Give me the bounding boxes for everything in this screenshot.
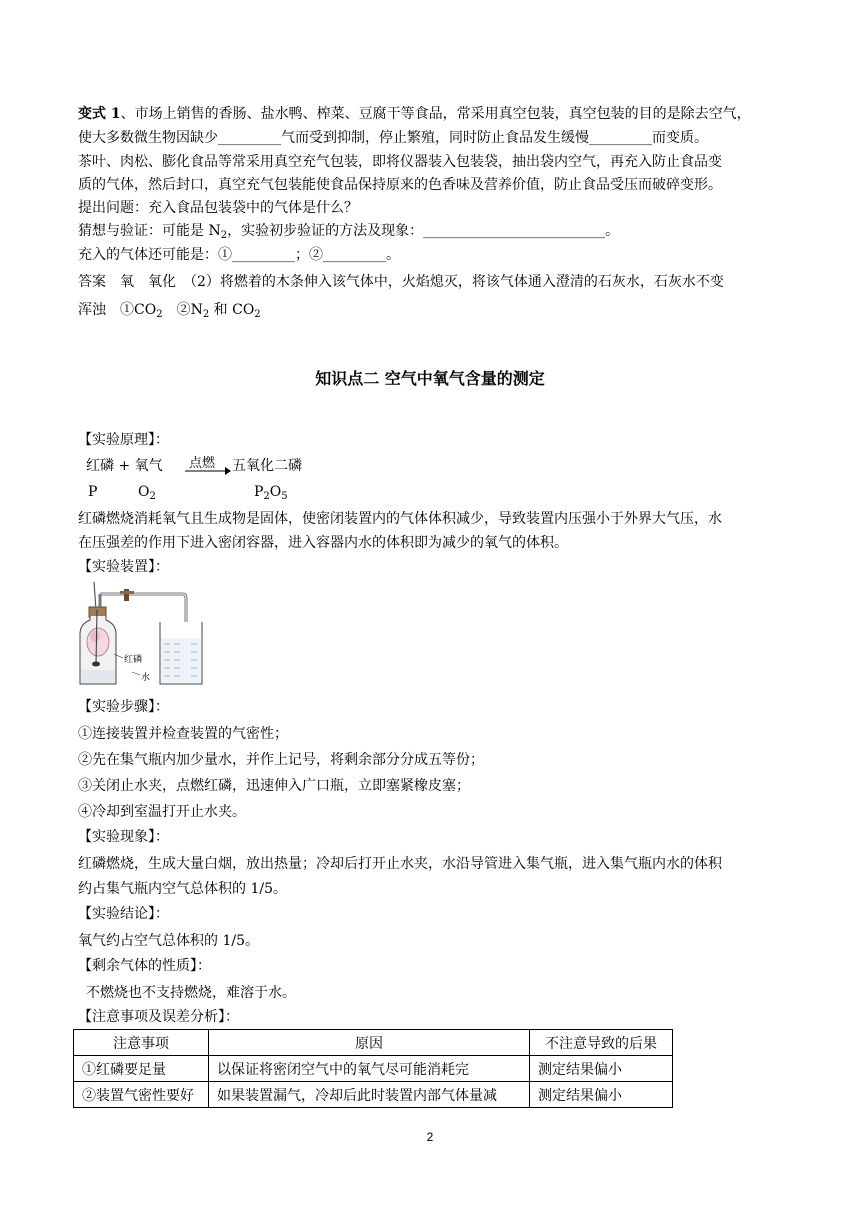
symbol-o2: $O_2$ <box>138 484 156 502</box>
table-header-row <box>74 1030 673 1056</box>
table-cell: 测定结果偏小 <box>530 1056 673 1082</box>
symbol-p2o5: $P_2O_5$ <box>254 484 288 502</box>
page-number: 2 <box>426 1130 434 1144</box>
table-row <box>74 1082 673 1108</box>
table-header-cell: 不注意导致的后果 <box>530 1030 673 1056</box>
question-line: 提出问题：充入食品包装袋中的气体是什么？ <box>78 200 358 216</box>
clamp-icon <box>124 589 129 601</box>
notes-table <box>73 1029 673 1108</box>
variant-line-2: 使大多数微生物因缺少_________气而受到抑制，停止繁殖，同时防止食品发生缓慢_________而变质。 <box>78 130 708 146</box>
steps-heading: 【实验步骤】： <box>78 699 169 715</box>
table-row <box>74 1056 673 1082</box>
remaining-text: 不燃烧也不支持燃烧，难溶于水。 <box>86 985 296 1001</box>
phenomenon-heading: 【实验现象】： <box>78 829 169 845</box>
table-cell: 如果装置漏气，冷却后此时装置内部气体量减 <box>209 1082 530 1108</box>
notes-heading: 【注意事项及误差分析】： <box>78 1009 239 1025</box>
table-cell: ①红磷要足量 <box>74 1056 209 1082</box>
label-phosphorus: 红磷 <box>124 655 143 665</box>
answer-line-2: 浑浊 $①CO_2$ $②N_2$ 和 $CO_2$ <box>78 302 261 320</box>
variant-line-4: 质的气体，然后封口，真空充气包装能使食品保持原来的色香味及营养价值，防止食品受压而破碎变形。 <box>78 177 722 193</box>
section-title: 知识点二 空气中氧气含量的测定 <box>315 369 545 388</box>
variant-line-3: 茶叶、肉松、膨化食品等常采用真空充气包装，即将仪器装入包装袋，抽出袋内空气，再充入防止食品变 <box>78 154 722 170</box>
stopper-icon <box>89 607 106 617</box>
equation-right: 五氧化二磷 <box>232 458 302 474</box>
reaction-condition: 点燃 <box>189 456 216 471</box>
remaining-heading: 【剩余气体的性质】： <box>78 958 211 974</box>
answer-line-1: 答案 氧 氧化 （2）将燃着的木条伸入该气体中，火焰熄灭，将该气体通入澄清的石灰水，石灰水不变 <box>78 274 724 290</box>
table-header-cell: 原因 <box>209 1030 530 1056</box>
table-cell: 以保证将密闭空气中的氧气尽可能消耗完 <box>209 1056 530 1082</box>
phenomenon-line-2: 约占集气瓶内空气总体积的 1/5。 <box>78 881 287 897</box>
symbol-p: P <box>88 484 98 500</box>
hypothesis-line: 猜想与验证：可能是 $N_2$，实验初步验证的方法及现象：__________________________。 <box>78 223 620 241</box>
step-item: ④冷却到室温打开止水夹。 <box>78 804 246 820</box>
other-gas-line: 充入的气体还可能是：①_________；②_________。 <box>78 247 400 263</box>
variant-line-1: 变式 1、市场上销售的香肠、盐水鸭、榨菜、豆腐干等食品，常采用真空包装，真空包装的目的是除去空气， <box>78 106 751 122</box>
step-item: ③关闭止水夹，点燃红磷，迅速伸入广口瓶，立即塞紧橡皮塞； <box>78 778 470 794</box>
conclusion-text: 氧气约占空气总体积的 1/5。 <box>78 933 259 949</box>
spoon-icon <box>92 662 100 667</box>
apparatus-heading: 【实验装置】： <box>78 559 169 575</box>
step-item: ①连接装置并检查装置的气密性； <box>78 726 288 742</box>
label-water: 水 <box>141 673 151 683</box>
principle-text-1: 红磷燃烧消耗氧气且生成物是固体，使密闭装置内的气体体积减少，导致装置内压强小于外界大气压，水 <box>78 511 722 527</box>
table-cell: 测定结果偏小 <box>530 1082 673 1108</box>
table-header-cell: 注意事项 <box>74 1030 209 1056</box>
variant-label: 变式 1 <box>78 106 121 122</box>
principle-text-2: 在压强差的作用下进入密闭容器，进入容器内水的体积即为减少的氧气的体积。 <box>78 535 568 551</box>
principle-heading: 【实验原理】： <box>78 432 169 448</box>
reaction-arrow-icon <box>185 466 231 476</box>
step-item: ②先在集气瓶内加少量水，并作上记号，将剩余部分分成五等份； <box>78 752 484 768</box>
table-cell: ②装置气密性要好 <box>74 1082 209 1108</box>
equation-left: 红磷 + 氧气 <box>86 458 163 474</box>
phenomenon-line-1: 红磷燃烧，生成大量白烟，放出热量；冷却后打开止水夹，水沿导管进入集气瓶，进入集气瓶内水的体积 <box>78 856 722 872</box>
conclusion-heading: 【实验结论】： <box>78 906 169 922</box>
